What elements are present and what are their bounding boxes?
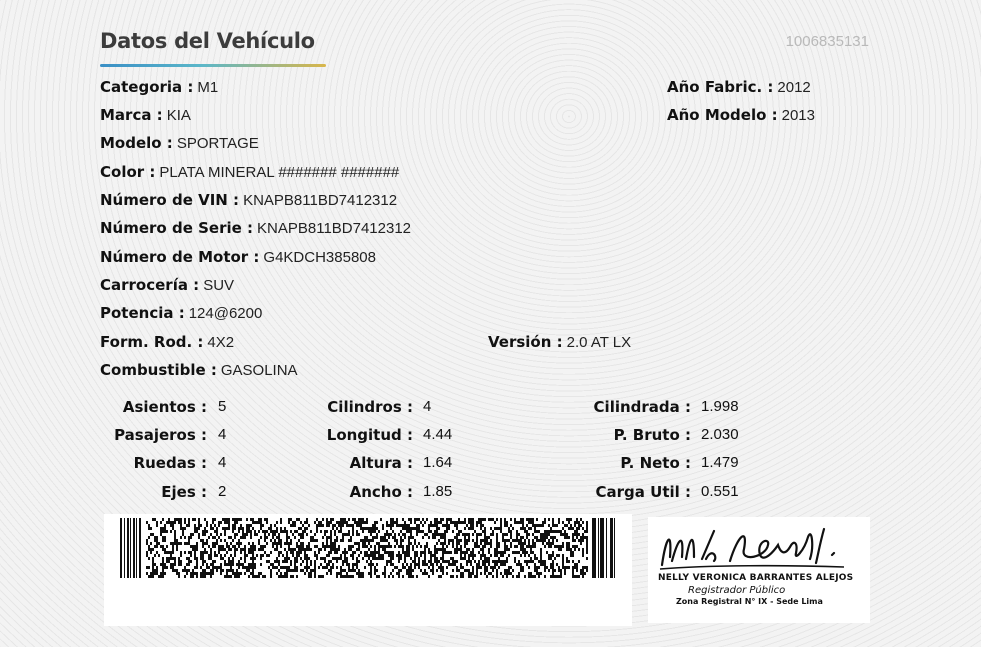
handwritten-signature-icon bbox=[648, 517, 870, 623]
field-value: KNAPB811BD7412312 bbox=[257, 220, 412, 237]
field-motor bbox=[100, 247, 376, 268]
field-label: Marca : bbox=[100, 106, 163, 124]
field-value: M1 bbox=[197, 79, 219, 96]
field-value: KIA bbox=[166, 107, 191, 124]
field-label: Año Modelo : bbox=[667, 106, 778, 124]
title-underline bbox=[100, 64, 326, 67]
spec-p-bruto-label: P. Bruto : bbox=[613, 426, 691, 444]
spec-cilindros-value: 4 bbox=[423, 398, 432, 415]
spec-altura-value: 1.64 bbox=[423, 454, 453, 471]
field-value: SPORTAGE bbox=[176, 135, 259, 152]
field-categoria bbox=[100, 77, 218, 98]
field-label: Potencia : bbox=[100, 304, 185, 322]
spec-ejes-label: Ejes : bbox=[161, 483, 207, 501]
field-carroceria bbox=[100, 275, 234, 296]
field-label: Form. Rod. : bbox=[100, 333, 204, 351]
field-value: G4KDCH385808 bbox=[263, 249, 376, 266]
spec-ejes-value: 2 bbox=[218, 483, 227, 500]
field-label: Color : bbox=[100, 163, 156, 181]
field-label: Combustible : bbox=[100, 361, 217, 379]
field-value: 2013 bbox=[781, 107, 815, 124]
field-value: KNAPB811BD7412312 bbox=[243, 192, 398, 209]
field-marca bbox=[100, 105, 191, 126]
field-modelo bbox=[100, 133, 259, 154]
document-number: 1006835131 bbox=[785, 33, 869, 50]
field-label: Número de VIN : bbox=[100, 191, 240, 209]
field-value: GASOLINA bbox=[220, 362, 298, 379]
spec-ancho-value: 1.85 bbox=[423, 483, 453, 500]
spec-asientos-label: Asientos : bbox=[122, 398, 207, 416]
field-form-rod bbox=[100, 332, 234, 353]
spec-cilindrada-value: 1.998 bbox=[701, 398, 739, 415]
spec-ruedas-value: 4 bbox=[218, 454, 227, 471]
spec-p-bruto-value: 2.030 bbox=[701, 426, 739, 443]
field-value: 2.0 AT LX bbox=[566, 334, 632, 351]
spec-carga-util-label: Carga Util : bbox=[595, 483, 691, 501]
signatory-role: Registrador Público bbox=[688, 585, 786, 596]
field-value: SUV bbox=[203, 277, 235, 294]
signature-panel bbox=[648, 517, 870, 623]
field-label: Carrocería : bbox=[100, 276, 200, 294]
field-value: 124@6200 bbox=[188, 305, 263, 322]
field-label: Modelo : bbox=[100, 134, 173, 152]
field-label: Año Fabric. : bbox=[667, 78, 774, 96]
field-vin bbox=[100, 190, 397, 211]
spec-p-neto-label: P. Neto : bbox=[620, 454, 691, 472]
pdf417-barcode-icon bbox=[120, 518, 620, 578]
spec-pasajeros-value: 4 bbox=[218, 426, 227, 443]
field-value: 4X2 bbox=[207, 334, 235, 351]
field-serie bbox=[100, 218, 411, 239]
spec-pasajeros-label: Pasajeros : bbox=[114, 426, 207, 444]
field-anio-fabric bbox=[667, 77, 811, 98]
spec-altura-label: Altura : bbox=[349, 454, 413, 472]
spec-ruedas-label: Ruedas : bbox=[133, 454, 207, 472]
field-color bbox=[100, 162, 399, 183]
field-anio-modelo bbox=[667, 105, 815, 126]
spec-longitud-label: Longitud : bbox=[326, 426, 413, 444]
barcode-panel bbox=[104, 514, 632, 626]
field-label: Categoria : bbox=[100, 78, 194, 96]
spec-carga-util-value: 0.551 bbox=[701, 483, 739, 500]
signatory-name: NELLY VERONICA BARRANTES ALEJOS bbox=[658, 573, 854, 583]
spec-ancho-label: Ancho : bbox=[349, 483, 413, 501]
spec-cilindrada-label: Cilindrada : bbox=[593, 398, 691, 416]
field-value: 2012 bbox=[777, 79, 811, 96]
field-label: Versión : bbox=[488, 333, 563, 351]
field-label: Número de Motor : bbox=[100, 248, 260, 266]
field-potencia bbox=[100, 303, 262, 324]
field-version bbox=[488, 332, 631, 353]
field-label: Número de Serie : bbox=[100, 219, 254, 237]
spec-asientos-value: 5 bbox=[218, 398, 227, 415]
spec-longitud-value: 4.44 bbox=[423, 426, 453, 443]
field-value: PLATA MINERAL ####### ####### bbox=[159, 164, 400, 181]
signatory-zone: Zona Registral N° IX - Sede Lima bbox=[676, 597, 823, 606]
spec-p-neto-value: 1.479 bbox=[701, 454, 739, 471]
field-combustible bbox=[100, 360, 298, 381]
page-title: Datos del Vehículo bbox=[100, 29, 315, 53]
spec-cilindros-label: Cilindros : bbox=[327, 398, 413, 416]
